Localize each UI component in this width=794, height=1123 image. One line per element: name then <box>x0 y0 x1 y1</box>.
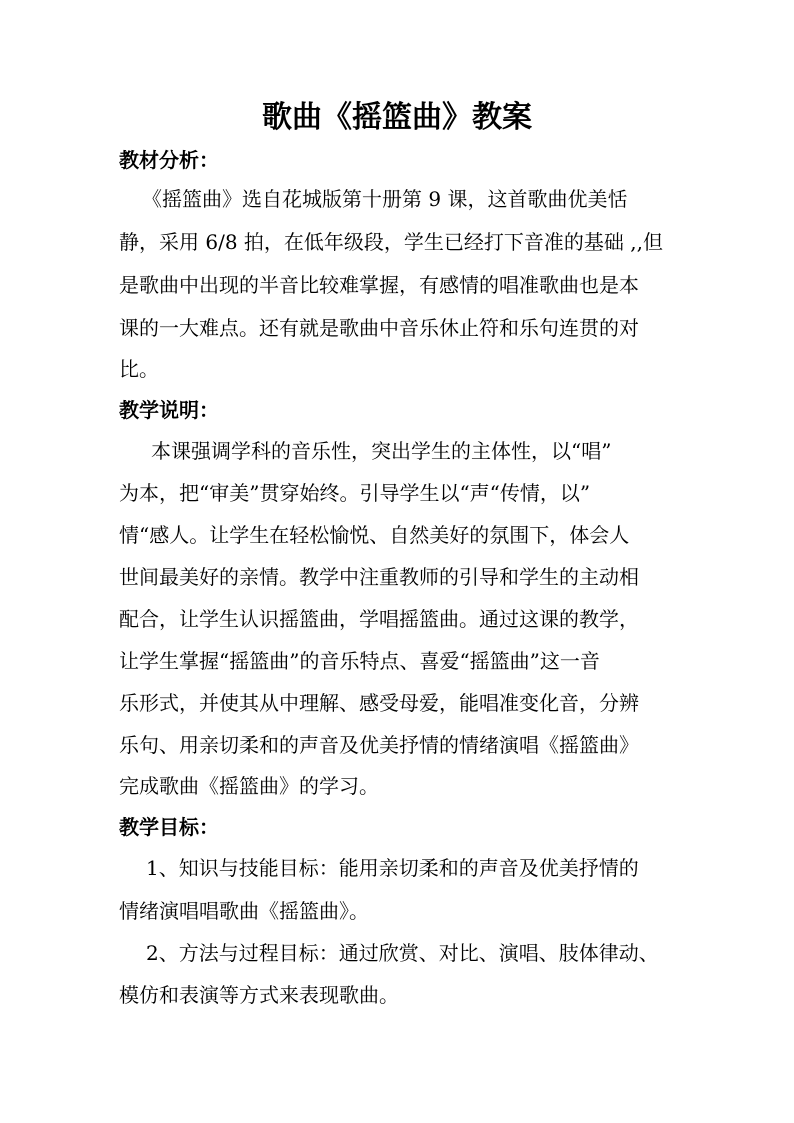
paragraph-line: 情“感人。让学生在轻松愉悦、自然美好的氛围下，体会人 <box>119 523 630 547</box>
paragraph-line: 1、知识与技能目标：能用亲切柔和的声音及优美抒情的 <box>146 856 639 880</box>
paragraph-line: 情绪演唱唱歌曲《摇篮曲》。 <box>119 899 369 923</box>
section-heading-teaching-goals: 教学目标： <box>119 815 219 839</box>
paragraph-line: 模仿和表演等方式来表现歌曲。 <box>119 983 399 1007</box>
paragraph-line: 本课强调学科的音乐性，突出学生的主体性，以“唱” <box>151 439 612 463</box>
paragraph-line: 乐句、用亲切柔和的声音及优美抒情的情绪演唱《摇篮曲》 <box>119 733 639 757</box>
section-heading-analysis: 教材分析： <box>119 148 219 172</box>
document-title: 歌曲《摇篮曲》教案 <box>262 100 532 135</box>
paragraph-line: 《摇篮曲》选自花城版第十册第 9 课，这首歌曲优美恬 <box>142 187 628 211</box>
paragraph-line: 比。 <box>119 357 159 381</box>
paragraph-line: 为本，把“审美”贯穿始终。引导学生以“声“传情，以” <box>119 481 591 505</box>
paragraph-line: 静，采用 6/8 拍，在低年级段，学生已经打下音准的基础 ,,但 <box>119 230 663 254</box>
paragraph-line: 是歌曲中出现的半音比较难掌握，有感情的唱准歌曲也是本 <box>119 273 639 297</box>
paragraph-line: 乐形式，并使其从中理解、感受母爱，能唱准变化音，分辨 <box>119 691 639 715</box>
paragraph-line: 配合，让学生认识摇篮曲，学唱摇篮曲。通过这课的教学， <box>119 607 639 631</box>
paragraph-line: 世间最美好的亲情。教学中注重教师的引导和学生的主动相 <box>119 565 639 589</box>
section-heading-teaching-notes: 教学说明： <box>119 398 219 422</box>
paragraph-line: 课的一大难点。还有就是歌曲中音乐休止符和乐句连贯的对 <box>119 316 639 340</box>
paragraph-line: 让学生掌握“摇篮曲”的音乐特点、喜爱“摇篮曲”这一音 <box>119 649 600 673</box>
paragraph-line: 2、方法与过程目标：通过欣赏、对比、演唱、肢体律动、 <box>146 941 659 965</box>
paragraph-line: 完成歌曲《摇篮曲》的学习。 <box>119 774 379 798</box>
